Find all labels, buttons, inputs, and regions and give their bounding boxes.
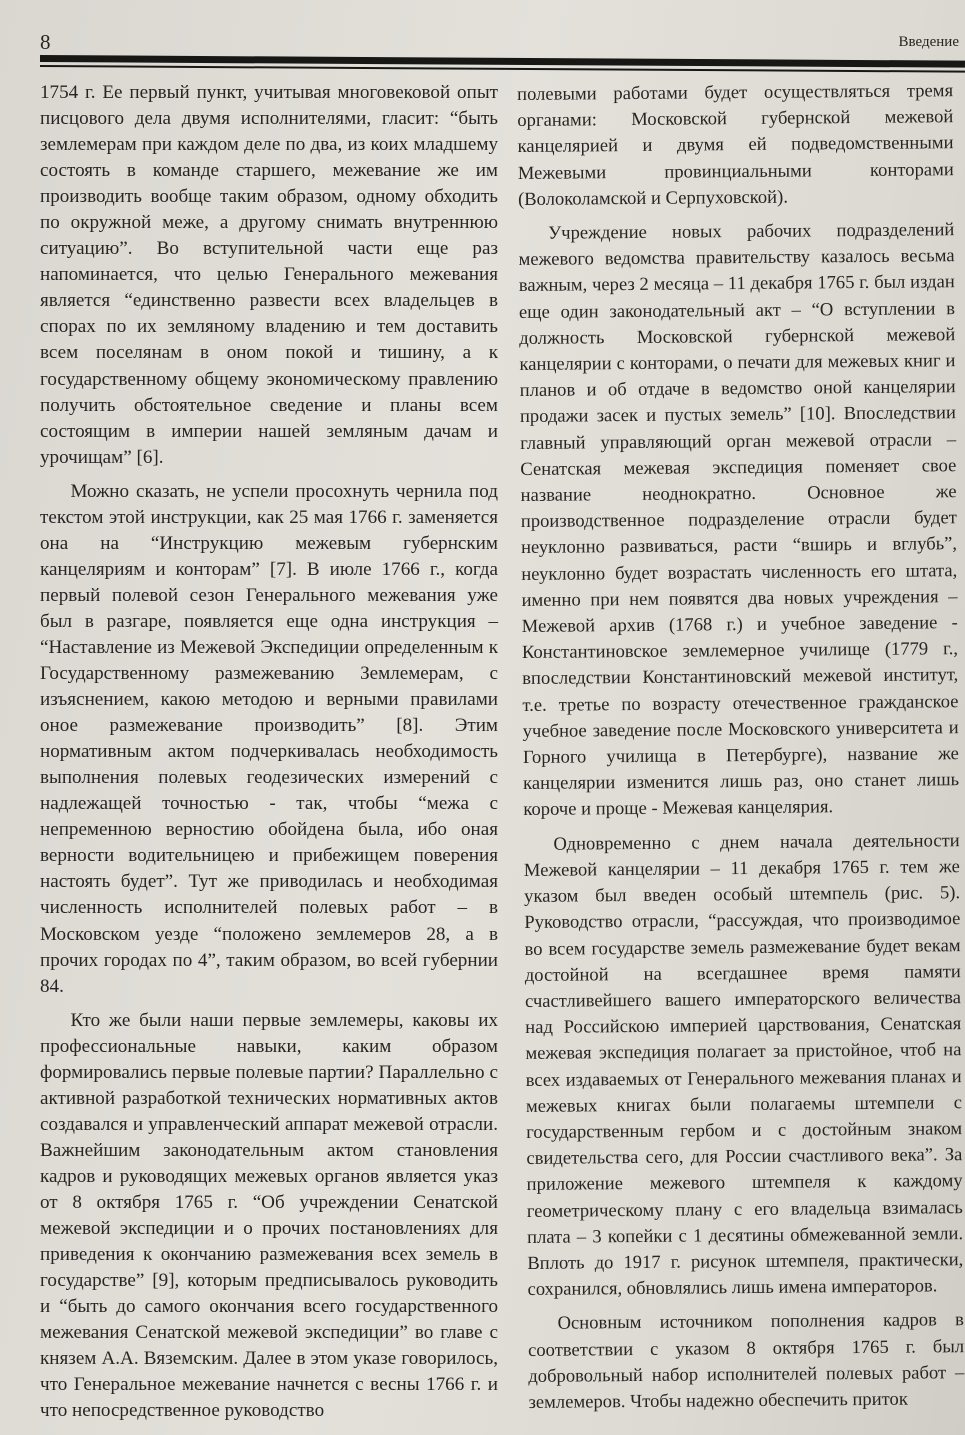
section-title: Введение [898, 34, 959, 50]
paragraph: Кто же были наши первые землемеры, каковы их профессиональные навыки, каким образом формировались первые полевые партии? Параллельно с активной разработкой технических нормативных актов создавался и управленческий аппарат межевой отрасли. Важнейшим законодательным актом становления кадров и руководящих межевых органов является указ от 8 октября 1765 г. “Об учреждении Сенатской межевой экспедиции и о прочих постановлениях для приведения к окончанию размежевания всех земель в государстве” [9], которым предписывалось руководить и “быть до самого окончания всего государственного межевания Сенатской межевой экспедиции” во главе с князем А.А. Вяземским. Далее в этом указе говорилось, что Генеральное межевание начнется с весны 1766 г. и что непосредственное руководство [40, 1009, 498, 1422]
left-column [40, 80, 498, 1432]
paragraph: Основным источником пополнения кадров в соответствии с указом 8 октября 1765 г. был добровольный набор исполнителей полевых работ – землемеров. Чтобы надежно обеспечить приток [527, 1309, 965, 1413]
paragraph: Можно сказать, не успели просохнуть чернила под текстом этой инструкции, как 25 мая 1766 г. заменяется она на “Инструкцию межевым губернским канцеляриям и конторам” [7]. В июле 1766 г., когда первый полевой сезон Генерального межевания уже был в разгаре, появляется еще одна инструкция – “Наставление из Межевой Экспедиции определенным к Государственному размежеванию Землемерам, с изъяснением, какою методою и верными правилами оное размежевание производить” [8]. Этим нормативным актом подчеркивалась необходимость выполнения полевых геодезических измерений с надлежащей точностью - так, чтобы “межа с непременною верностию обойдена была, ибо оная верности водительницею и прибежищем поверения настоять будет”. Тут же приводилась и необходимая численность исполнителей полевых работ – в Московском уезде “положено землемеров 28, а в прочих городах по 4”, таким образом, во всей губернии 84. [40, 480, 498, 997]
paragraph: Учреждение новых рабочих подразделений межевого ведомства правительству казалось весьма важным, через 2 месяца – 11 декабря 1765 г. был издан еще один законодательный акт – “О вступлении в должность Московской губернской межевой канцелярии с конторами, о печати для межевых книг и планов и об отдаче в ведомство оной канцелярии продажи засек и пустых земель” [10]. Впоследствии главный управляющий орган межевой отрасли – Сенатская межевая экспедиция поменяет свое название неоднократно. Основное же производственное подразделение отрасли будет неуклонно развиваться, расти “вширь и вглубь”, неуклонно будет возрастать численность его штата, именно при нем появятся два новых учреждения – Межевой архив (1768 г.) и учебное заведение - Константиновское землемерное училище (1779 г., впоследствии Константиновский межевой институт, т.е. третье по возрасту отечественное гражданское учебное заведение после Московского университета и Горного училища в Петербурге), название же канцелярии изменится лишь раз, оно станет лишь короче и проще - Межевая канцелярия. [518, 219, 960, 821]
paragraph: полевыми работами будет осуществляться тремя органами: Московской губернской межевой канцелярией и двумя ей подведомственными Межевыми провинциальными конторами (Волоколамской и Серпуховской). [517, 80, 954, 210]
page-number: 8 [40, 30, 51, 54]
page-header [40, 30, 959, 54]
right-column [517, 78, 965, 1424]
paragraph: 1754 г. Ее первый пункт, учитывая многовековой опыт писцового дела двумя исполнителями, гласит: “быть землемерам при каждом деле по два, из коих младшему состоять в команде старшего, межевание же им производить вообще таким образом, одному обходить по окружной меже, а другому снимать внутреннюю ситуацию”. Во вступительной части еще раз напоминается, что целью Генерального межевания является “единственно развести всех владельцев в спорах по их земляному владению и тем доставить всем поселянам в оном покой и тишину, а к государственному общему экономическому правлению получить обстоятельное сведение и планы всем состоящим в империи нашей земляным дачам и урочищам” [6]. [40, 82, 498, 468]
paragraph: Одновременно с днем начала деятельности Межевой канцелярии – 11 декабря 1765 г. тем же указом был введен особый штемпель (рис. 5). Руководство отрасли, “рассуждая, что производимое во всем государстве земель размежевание будет векам достойной на всегдашнее время памяти счастливейшего вашего императорского величества над Российскою империей царствования, Сенатская межевая экспедиция полагает за пристойное, чтоб на всех издаваемых от Генерального межевания планах и межевых книгах были полагаемы штемпели с государственным гербом и с достойным знаком свидетельства сего, для России счастливого века”. За приложение межевого штемпеля к каждому геометрическому плану с его владельца взималась плата – 3 копейки с 1 десятины обмежеванной земли. Вплоть до 1917 г. рисунок штемпеля, практически, сохранился, обновлялись лишь имена императоров. [523, 829, 964, 1301]
